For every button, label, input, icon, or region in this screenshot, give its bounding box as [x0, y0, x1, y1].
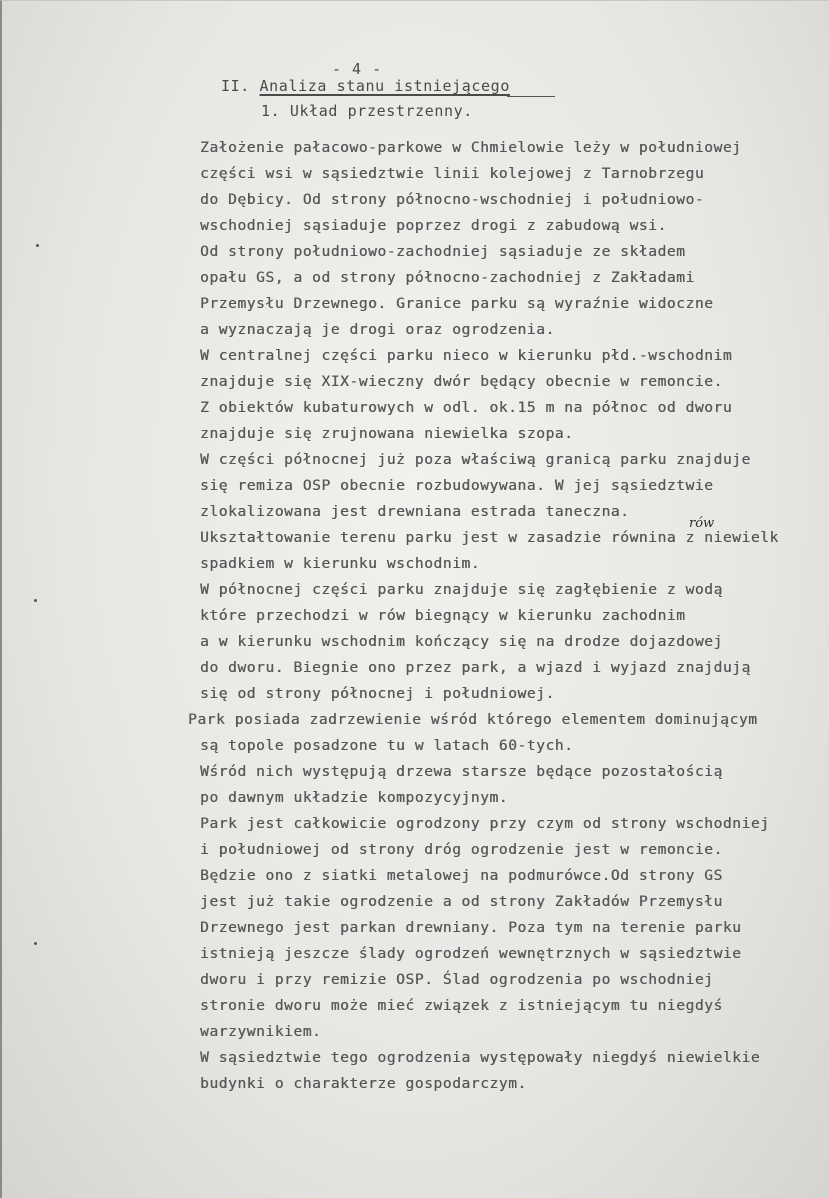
text-line: budynki o charakterze gospodarczym.: [200, 1075, 527, 1092]
text-line: części wsi w sąsiedztwie linii kolejowej z Tarnobrzegu: [200, 165, 705, 182]
text-line: wschodniej sąsiaduje poprzez drogi z zabudową wsi.: [200, 217, 667, 234]
text-line: Założenie pałacowo-parkowe w Chmielowie leży w południowej: [200, 139, 742, 156]
handwritten-annotation: rów: [689, 516, 715, 531]
text-line: opału GS, a od strony północno-zachodniej z Zakładami: [200, 269, 695, 286]
text-line: się od strony północnej i południowej.: [200, 685, 555, 702]
text-line: Drzewnego jest parkan drewniany. Poza tym na terenie parku: [200, 919, 742, 936]
margin-mark: [34, 942, 37, 945]
text-line: znajduje się XIX-wieczny dwór będący obecnie w remoncie.: [200, 373, 723, 390]
text-line: Przemysłu Drzewnego. Granice parku są wyraźnie widoczne: [200, 295, 714, 312]
text-line: Od strony południowo-zachodniej sąsiaduje ze składem: [200, 243, 686, 260]
text-line: Będzie ono z siatki metalowej na podmurówce.Od strony GS: [200, 867, 723, 884]
text-line: Park posiada zadrzewienie wśród którego elementem dominującym: [188, 711, 758, 728]
text-line: Z obiektów kubaturowych w odl. ok.15 m na północ od dworu: [200, 399, 733, 416]
text-line: Park jest całkowicie ogrodzony przy czym od strony wschodniej: [200, 815, 770, 832]
text-line: które przechodzi w rów biegnący w kierunku zachodnim: [200, 607, 686, 624]
margin-mark: [36, 244, 39, 247]
text-line: znajduje się zrujnowana niewielka szopa.: [200, 425, 574, 442]
text-line: W części północnej już poza właściwą granicą parku znajduje: [200, 451, 751, 468]
text-line: Wśród nich występują drzewa starsze będące pozostałością: [200, 763, 723, 780]
text-line: spadkiem w kierunku wschodnim.: [200, 555, 481, 572]
text-line: a wyznaczają je drogi oraz ogrodzenia.: [200, 321, 555, 338]
text-line: Ukształtowanie terenu parku jest w zasadzie równina z niewielk: [200, 529, 779, 546]
text-line: do dworu. Biegnie ono przez park, a wjazd i wyjazd znajdują: [200, 659, 751, 676]
text-line: zlokalizowana jest drewniana estrada taneczna.: [200, 503, 630, 520]
text-line: a w kierunku wschodnim kończący się na drodze dojazdowej: [200, 633, 723, 650]
text-line: po dawnym układzie kompozycyjnym.: [200, 789, 509, 806]
text-line: do Dębicy. Od strony północno-wschodniej i południowo-: [200, 191, 705, 208]
text-line: się remiza OSP obecnie rozbudowywana. W jej sąsiedztwie: [200, 477, 714, 494]
text-line: są topole posadzone tu w latach 60-tych.: [200, 737, 574, 754]
section-title: Analiza stanu istniejącego: [259, 77, 510, 95]
text-line: jest już takie ogrodzenie a od strony Zakładów Przemysłu: [200, 893, 723, 910]
text-line: W północnej części parku znajduje się zagłębienie z wodą: [200, 581, 723, 598]
margin-mark: [34, 599, 37, 602]
text-line: W centralnej części parku nieco w kierunku płd.-wschodnim: [200, 347, 733, 364]
text-line: warzywnikiem.: [200, 1023, 322, 1040]
page-number: - 4 -: [332, 60, 383, 78]
text-line: i południowej od strony dróg ogrodzenie jest w remoncie.: [200, 841, 723, 858]
heading-underline: [507, 96, 555, 97]
section-number: II.: [221, 77, 250, 95]
section-heading: [221, 77, 510, 95]
text-line: stronie dworu może mieć związek z istniejącym tu niegdyś: [200, 997, 723, 1014]
text-line: dworu i przy remizie OSP. Ślad ogrodzenia po wschodniej: [200, 971, 714, 988]
text-line: W sąsiedztwie tego ogrodzenia występowały niegdyś niewielkie: [200, 1049, 761, 1066]
text-line: istnieją jeszcze ślady ogrodzeń wewnętrznych w sąsiedztwie: [200, 945, 742, 962]
subsection-heading: 1. Układ przestrzenny.: [261, 102, 473, 120]
